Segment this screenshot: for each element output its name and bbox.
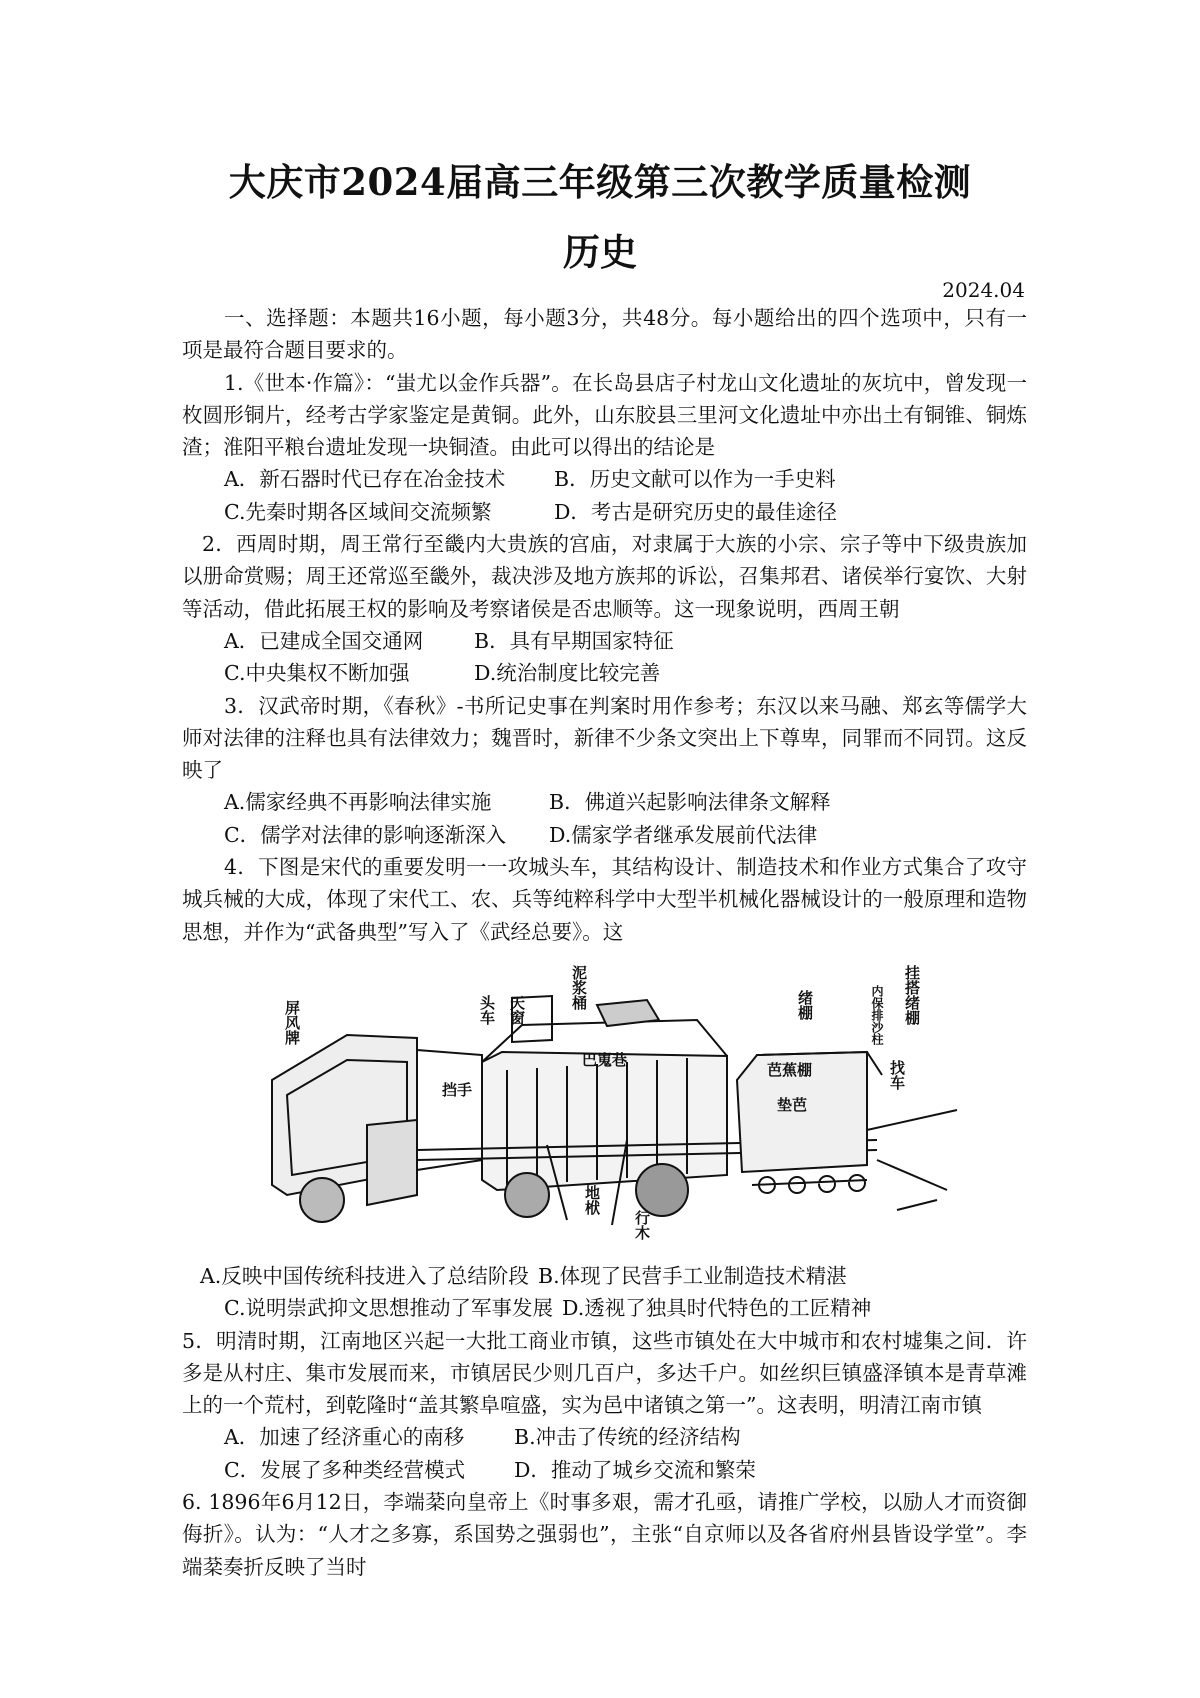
question-1-option-b: B．历史文献可以作为一手史料 <box>554 467 836 492</box>
label-sand-pillar: 内保排沙柱 <box>870 984 884 1045</box>
exam-title: 大庆市2024届高三年级第三次教学质量检测 <box>228 160 972 204</box>
question-2-options-row1 <box>182 625 1027 657</box>
section-instruction: 一、选择题：本题共16小题，每小题3分，共48分。每小题给出的四个选项中，只有一项是最符合题目要求的。 <box>182 306 1027 363</box>
siege-vehicle-drawing <box>267 960 967 1255</box>
label-wood-brace: 行木 <box>633 1209 651 1240</box>
question-1-option-d: D．考古是研究历史的最佳途径 <box>554 499 837 524</box>
question-4-options-row2 <box>182 1292 1027 1324</box>
question-2-option-d: D.统治制度比较完善 <box>474 661 661 686</box>
question-4-option-a: A.反映中国传统科技进入了总结阶段 <box>200 1263 529 1288</box>
label-head-cart: 头车 <box>478 994 496 1025</box>
question-5-option-a: A．加速了经济重心的南移 <box>224 1425 465 1450</box>
question-4-stem: 4．下图是宋代的重要发明一一攻城头车，其结构设计、制造技术和作业方式集合了攻守城兵械的大成，体现了宋代工、农、兵等纯粹科学中大型半机械化器械设计的一般原理和造物思想，并作为“武备典型”写入了《武经总要》。这 <box>182 855 1027 944</box>
question-3-option-c: C．儒学对法律的影响逐渐深入 <box>224 822 507 847</box>
question-4-option-b: B.体现了民营手工业制造技术精湛 <box>538 1263 847 1288</box>
label-mud-bucket: 泥浆桶 <box>570 964 588 1010</box>
question-2-option-b: B．具有早期国家特征 <box>474 628 674 653</box>
question-5-options-row2 <box>182 1454 1027 1486</box>
question-3-option-b: B．佛道兴起影响法律条文解释 <box>549 790 831 815</box>
question-5-options-row1 <box>182 1421 1027 1453</box>
question-5-option-c: C．发展了多种类经营模式 <box>224 1457 466 1482</box>
question-2-options-row2 <box>182 657 1027 689</box>
question-6-stem: 6. 1896年6月12日，李端棻向皇帝上《时事多艰，需才孔亟，请推广学校，以励人才而资御侮折》。认为：“人才之多寡，系国势之强弱也”，主张“自京师以及各省府州县皆设学堂”。李端棻奏折反映了当时 <box>182 1490 1027 1579</box>
exam-date: 2024.04 <box>942 278 1025 302</box>
subject-title: 历史 <box>563 230 637 274</box>
siege-vehicle-illustration <box>182 960 1027 1260</box>
question-3-option-d: D.儒家学者继承发展前代法律 <box>549 822 818 847</box>
label-hang-shed: 挂搭绪棚 <box>903 964 921 1025</box>
question-1-option-c: C.先秦时期各区域间交流频繁 <box>224 499 492 524</box>
question-5-option-d: D．推动了城乡交流和繁荣 <box>514 1457 756 1482</box>
question-3-option-a: A.儒家经典不再影响法律实施 <box>224 790 492 815</box>
question-4-options-row1 <box>182 1260 1027 1292</box>
question-5-stem: 5．明清时期，江南地区兴起一大批工商业市镇，这些市镇处在大中城市和农村墟集之间．许多是从村庄、集市发展而来，市镇居民少则几百户，多达千户。如丝织巨镇盛泽镇本是青草滩上的一个荒村，到乾隆时“盖其繁阜喧盛，实为邑中诸镇之第一”。这表明，明清江南市镇 <box>182 1328 1027 1418</box>
question-3-options-row1 <box>182 786 1027 818</box>
label-banana-shed: 芭蕉棚 <box>767 1060 813 1079</box>
label-shed-top: 绪棚 <box>796 989 814 1020</box>
question-2-stem: 2．西周时期，周王常行至畿内大贵族的宫庙，对隶属于大族的小宗、宗子等中下级贵族加以册命赏赐；周王还常巡至畿外，裁决涉及地方族邦的诉讼，召集邦君、诸侯举行宴饮、大射等活动，借此拓展王权的影响及考察诸侯是否忠顺等。这一现象说明，西周王朝 <box>182 532 1027 621</box>
question-4-option-d: D.透视了独具时代特色的工匠精神 <box>562 1296 872 1321</box>
question-1-options-row2 <box>182 496 1027 528</box>
label-ground-beam: 地栿 <box>583 1184 601 1215</box>
question-2-option-a: A．已建成全国交通网 <box>224 628 424 653</box>
question-2-option-c: C.中央集权不断加强 <box>224 661 410 686</box>
question-5-option-b: B.冲击了传统的经济结构 <box>514 1425 741 1450</box>
question-3-options-row2 <box>182 819 1027 851</box>
question-1-options-row1 <box>182 463 1027 495</box>
label-pad: 垫芭 <box>777 1095 808 1114</box>
label-skylight: 天窗 <box>508 994 526 1025</box>
question-3-stem: 3．汉武帝时期，《春秋》-书所记史事在判案时用作参考；东汉以来马融、郑玄等儒学大师对法律的注释也具有法律效力；魏晋时，新律不少条文突出上下尊卑，同罪而不同罚。这反映了 <box>182 693 1027 783</box>
label-screen-shield: 屏风牌 <box>283 999 301 1045</box>
label-seek-cart: 找车 <box>888 1059 906 1090</box>
label-center-lane: 巴嵬巷 <box>582 1050 628 1069</box>
question-1-option-a: A．新石器时代已存在冶金技术 <box>224 467 506 492</box>
exam-content <box>182 302 1027 1583</box>
question-1-stem: 1.《世本·作篇》：“蚩尤以金作兵器”。在长岛县店子村龙山文化遗址的灰坑中，曾发现一枚圆形铜片，经考古学家鉴定是黄铜。此外，山东胶县三里河文化遗址中亦出土有铜锥、铜炼渣；淮阳平粮台遗址发现一块铜渣。由此可以得出的结论是 <box>182 370 1027 460</box>
label-hand-guard: 挡手 <box>442 1080 473 1099</box>
question-4-option-c: C.说明崇武抑文思想推动了军事发展 <box>224 1296 553 1321</box>
